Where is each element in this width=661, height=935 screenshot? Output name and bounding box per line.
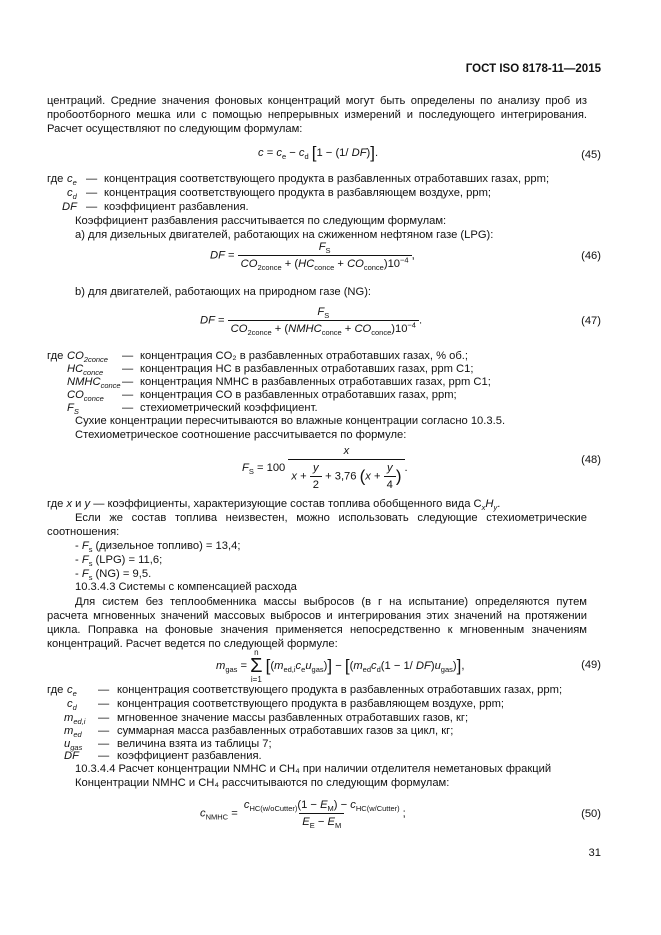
fs-value-lpg: - $F_s$ (LPG) = 11,6; [75, 554, 163, 569]
stoich-intro: Стехиометрическое соотношение рассчитывается по формуле: [75, 429, 407, 441]
def-dash: — [98, 698, 110, 710]
case-b-heading: b) для двигателей, работающих на природном газе (NG): [75, 286, 372, 298]
equation-45-number: (45) [581, 149, 601, 161]
equation-47: DF = $\frac{F_S}{CO_{2conce} + (NMHC_{conce} + CO_{conce})10^{-4}}$ . [200, 306, 423, 338]
xy-definition: где x и y — коэффициенты, характеризующие состав топлива обобщенного вида $C_xH_y$. [47, 498, 501, 513]
def-text: концентрация CO в разбавленных отработавших газах, ppm; [140, 389, 457, 401]
dilution-intro: Коэффициент разбавления рассчитывается по следующим формулам: [75, 215, 447, 227]
dry-conc-note: Сухие концентрации пересчитываются во влажные концентрации согласно 10.3.5. [75, 415, 506, 427]
def-dash: — [98, 738, 110, 750]
def-text: концентрация NMHC в разбавленных отработавших газах, ppm C1; [140, 376, 491, 388]
def-symbol-co2: $CO_{2conce}$ [67, 350, 108, 365]
def-dash: — [122, 389, 134, 401]
unknown-fuel-paragraph: Если же состав топлива неизвестен, можно использовать следующие стехиометрические соотношения: [47, 512, 587, 538]
def-text: коэффициент разбавления. [104, 201, 249, 213]
def-dash: — [122, 402, 134, 414]
def-text: концентрация HC в разбавленных отработавших газах, ppm C1; [140, 363, 474, 375]
def-text: концентрация соответствующего продукта в разбавленных отработавших газах, ppm; [117, 684, 563, 696]
def-dash: — [122, 363, 134, 375]
standard-header: ГОСТ ISO 8178-11—2015 [465, 63, 601, 75]
equation-46: DF = $\frac{F_S}{CO_{2conce} + (HC_{conce} + CO_{conce})10^{-4}}$ , [210, 241, 415, 273]
equation-50: $c_{NMHC}$ = $\frac{c_{HC(w/oCutter)}(1 - E_M) - c_{HC(w/Cutter)}}{E_E - E_M}$ ; [200, 799, 406, 831]
section-10344-heading: 10.3.4.4 Расчет концентрации NMHC и CH₄ при наличии отделителя неметановых фракций [75, 763, 552, 775]
def-text: стехиометрический коэффициент. [140, 402, 318, 414]
case-a-heading: a) для дизельных двигателей, работающих на сжиженном нефтяном газе (LPG): [75, 229, 494, 241]
def-symbol-ce: $c_e$ [67, 684, 77, 699]
fs-value-ng: - $F_s$ (NG) = 9,5. [75, 568, 152, 583]
def-dash: — [86, 201, 98, 213]
intro-paragraph: центраций. Средние значения фоновых концентраций могут быть определены по анализу проб из пробоотборного мешка или с помощью непрерывных измерений и последующего интегрирования. Расчет осуществляют по следующим формулам: [47, 95, 587, 135]
def-prefix: где [47, 350, 64, 362]
def-dash: — [122, 376, 134, 388]
equation-46-number: (46) [581, 250, 601, 262]
xy-prefix: где [47, 498, 64, 510]
def-symbol-df: DF [64, 750, 79, 762]
def-dash: — [122, 350, 134, 362]
section-10344-paragraph: Концентрации NMHC и CH₄ рассчитываются по следующим формулам: [75, 777, 450, 789]
def-text: концентрация соответствующего продукта в разбавленных отработавших газах, ppm; [104, 173, 550, 185]
def-symbol-medi: $m_{ed,i}$ [64, 712, 86, 727]
def-text: концентрация соответствующего продукта в разбавляющем воздухе, ppm; [104, 187, 491, 199]
def-symbol-cd: $c_d$ [67, 698, 77, 713]
def-prefix: где [47, 684, 64, 696]
def-dash: — [86, 173, 98, 185]
def-text: коэффициент разбавления. [117, 750, 262, 762]
def-text: концентрация соответствующего продукта в разбавляющем воздухе, ppm; [117, 698, 504, 710]
def-dash: — [98, 725, 110, 737]
def-dash: — [98, 684, 110, 696]
equation-49-number: (49) [581, 659, 601, 671]
def-prefix: где [47, 173, 64, 185]
def-dash: — [98, 712, 110, 724]
equation-48-number: (48) [581, 454, 601, 466]
def-symbol-cd: $c_d$ [67, 187, 77, 202]
def-symbol-df: DF [62, 201, 77, 213]
def-text: величина взята из таблицы 7; [117, 738, 272, 750]
section-10343-heading: 10.3.4.3 Системы с компенсацией расхода [75, 581, 297, 593]
def-symbol-ce: $c_e$ [67, 173, 77, 188]
equation-48: $F_S = 100$ x x + $\frac{y}{2}$ + 3,76 (x + $\frac{y}{4}$ ) . [242, 445, 408, 491]
def-symbol-med: $m_{ed}$ [64, 725, 82, 740]
page-number: 31 [588, 847, 601, 859]
equation-45: $c = c_e - c_d$ [1 − (1/ DF)]. [258, 143, 379, 163]
equation-47-number: (47) [581, 315, 601, 327]
def-symbol-hc: $HC_{conce}$ [67, 363, 104, 378]
def-dash: — [86, 187, 98, 199]
equation-49: $m_{gas}$ = n Σ i=1 $[(m_{ed,i}c_eu_{gas})] - [(m_{ed}c_d(1 - 1/$ $DF)u_{gas}$)], [216, 648, 465, 684]
def-symbol-fs: $F_S$ [67, 402, 79, 417]
def-symbol-nmhc: $NMHC_{conce}$ [67, 376, 121, 391]
xy-text: коэффициенты, характеризующие состав топлива обобщенного вида [107, 498, 471, 510]
def-text: мгновенное значение массы разбавленных отработавших газов, кг; [117, 712, 469, 724]
def-symbol-ugas: $u_{gas}$ [64, 738, 83, 753]
section-10343-paragraph: Для систем без теплообменника массы выбросов (в г на испытание) определяются путем расчета мгновенных значений массовых выбросов и интегрирования этих значений на протяжении цикла. Поправка на фоновые значения применяется непосредственно к мгновенным значениям концентраций. Расчет ведется по следующей формуле: [47, 596, 587, 650]
def-symbol-co: $CO_{conce}$ [67, 389, 104, 404]
equation-50-number: (50) [581, 808, 601, 820]
fs-value-diesel: - $F_s$ (дизельное топливо) = 13,4; [75, 540, 241, 555]
def-text: концентрация CO₂ в разбавленных отработавших газах, % об.; [140, 350, 469, 362]
def-text: суммарная масса разбавленных отработавших газов за цикл, кг; [117, 725, 454, 737]
def-dash: — [98, 750, 110, 762]
